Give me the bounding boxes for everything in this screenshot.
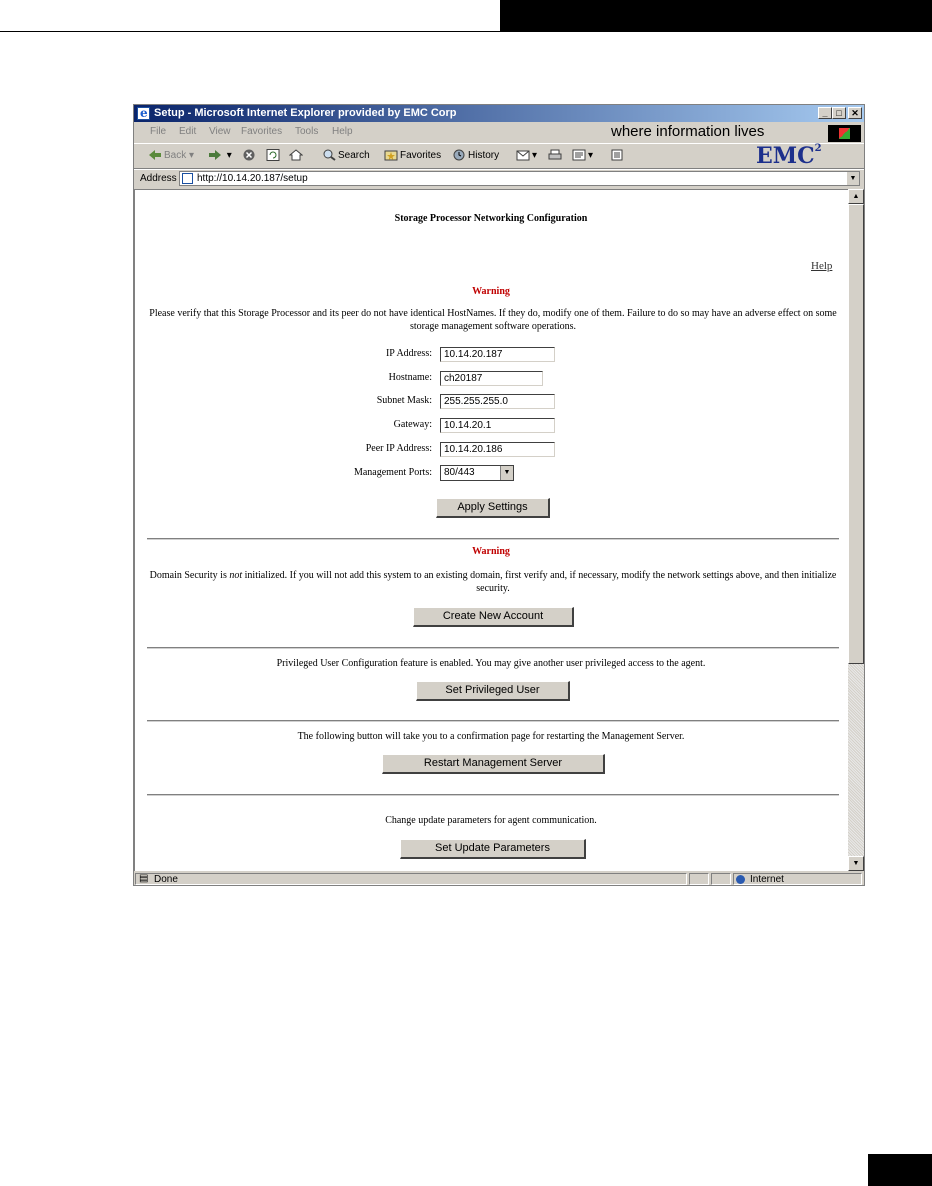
refresh-icon	[266, 149, 280, 161]
address-label: Address	[140, 173, 177, 184]
menu-file[interactable]: File	[150, 126, 167, 137]
scroll-up-icon[interactable]: ▲	[848, 189, 864, 204]
status-cell	[689, 873, 709, 885]
peer-ip-input[interactable]: 10.14.20.186	[440, 442, 555, 457]
search-label: Search	[338, 150, 370, 161]
hostname-input[interactable]: ch20187	[440, 371, 543, 386]
scroll-down-icon[interactable]: ▼	[848, 856, 864, 871]
home-button[interactable]	[289, 147, 305, 165]
mail-icon	[516, 149, 530, 161]
warning-text-1: Please verify that this Storage Processor and its peer do not have identical HostNames. If they do, modify one of them. Failure to do so may have an adverse effect on some storage management software operations.	[149, 308, 837, 332]
forward-button[interactable]: ▾	[208, 147, 232, 165]
ip-address-input[interactable]: 10.14.20.187	[440, 347, 555, 362]
chevron-down-icon[interactable]: ▼	[500, 466, 513, 480]
back-arrow-icon	[148, 149, 162, 161]
warning-heading-2: Warning	[472, 546, 510, 557]
apply-settings-button[interactable]: Apply Settings	[436, 498, 550, 518]
edit-button[interactable]: ▾	[572, 147, 593, 165]
address-url: http://10.14.20.187/setup	[197, 173, 308, 184]
menu-view[interactable]: View	[209, 126, 231, 137]
status-zone-cell	[733, 873, 862, 885]
internet-globe-icon	[736, 875, 745, 884]
brand-slogan: where information lives	[611, 123, 765, 140]
toolbar	[134, 144, 864, 169]
management-ports-label: Management Ports:	[353, 467, 432, 478]
divider	[147, 720, 839, 722]
page-title: Storage Processor Networking Configuration	[394, 213, 588, 224]
divider	[147, 794, 839, 796]
home-icon	[289, 149, 303, 161]
page-viewport	[134, 189, 848, 871]
discuss-icon	[610, 149, 624, 161]
print-icon	[548, 149, 562, 161]
set-privileged-user-button[interactable]: Set Privileged User	[416, 681, 570, 701]
back-button[interactable]: Back ▾	[148, 147, 194, 165]
hostname-label: Hostname:	[388, 372, 432, 383]
address-dropdown-icon[interactable]: ▼	[846, 172, 859, 185]
status-cell	[711, 873, 731, 885]
divider	[147, 538, 839, 540]
stop-button[interactable]	[242, 147, 258, 165]
page-icon	[182, 173, 193, 184]
restart-management-server-button[interactable]: Restart Management Server	[382, 754, 605, 774]
menu-edit[interactable]: Edit	[179, 126, 197, 137]
menu-bar	[134, 123, 864, 144]
status-bar	[134, 872, 864, 886]
browser-window	[133, 104, 865, 886]
warning-text-2-emphasis: not	[229, 570, 243, 581]
privileged-user-text: Privileged User Configuration feature is enabled. You may give another user privileged access to the agent.	[276, 658, 706, 669]
page-header-bar	[500, 0, 932, 32]
warning-text-2-part-b: initialized. If you will not add this system to an existing domain, first verify and, if necessary, modify the network settings above, and then initialize security.	[242, 570, 837, 594]
scrollbar-thumb[interactable]	[848, 204, 864, 664]
title-bar	[134, 105, 864, 122]
menu-favorites[interactable]: Favorites	[241, 126, 283, 137]
restart-text: The following button will take you to a confirmation page for restarting the Management Server.	[297, 731, 685, 742]
history-icon	[452, 149, 466, 161]
divider	[147, 647, 839, 649]
history-button[interactable]	[452, 147, 499, 165]
warning-text-2-part-a: Domain Security is	[149, 570, 230, 581]
emc-logo	[756, 143, 822, 169]
gateway-input[interactable]: 10.14.20.1	[440, 418, 555, 433]
favorites-label: Favorites	[400, 150, 442, 161]
status-text-cell	[135, 873, 687, 885]
favorites-icon	[384, 149, 398, 161]
emc-logo-superscript: 2	[814, 142, 822, 154]
subnet-mask-input[interactable]: 255.255.255.0	[440, 394, 555, 409]
menu-help[interactable]: Help	[332, 126, 353, 137]
management-ports-select[interactable]	[440, 465, 514, 481]
stop-icon	[242, 149, 256, 161]
favorites-button[interactable]	[384, 147, 441, 165]
gateway-label: Gateway:	[393, 419, 432, 430]
print-button[interactable]	[548, 147, 564, 165]
status-text: Done	[154, 874, 178, 885]
discuss-button[interactable]	[610, 147, 626, 165]
page-top-rule	[0, 31, 500, 32]
help-link[interactable]: Help	[811, 260, 833, 272]
address-input[interactable]	[179, 171, 860, 186]
history-label: History	[468, 150, 500, 161]
edit-icon	[572, 149, 586, 161]
status-zone: Internet	[750, 874, 784, 885]
vertical-scrollbar[interactable]	[848, 189, 864, 871]
ip-address-label: IP Address:	[385, 348, 432, 359]
warning-heading-1: Warning	[472, 286, 510, 297]
emc-logo-text: EMC	[756, 143, 815, 169]
refresh-button[interactable]	[266, 147, 282, 165]
close-button[interactable]: ✕	[848, 107, 862, 119]
update-parameters-text: Change update parameters for agent communication.	[385, 815, 597, 826]
management-ports-value: 80/443	[444, 467, 475, 478]
warning-text-2	[147, 569, 839, 595]
maximize-button[interactable]: □	[832, 107, 846, 119]
menu-tools[interactable]: Tools	[295, 126, 319, 137]
back-label: Back	[164, 150, 187, 161]
peer-ip-label: Peer IP Address:	[365, 443, 432, 454]
page-corner-tab	[868, 1154, 932, 1186]
page-done-icon: ▤	[139, 873, 149, 884]
mail-button[interactable]: ▾	[516, 147, 537, 165]
create-new-account-button[interactable]: Create New Account	[413, 607, 574, 627]
forward-arrow-icon	[208, 149, 222, 161]
minimize-button[interactable]: _	[818, 107, 832, 119]
address-bar	[134, 169, 864, 189]
window-title: Setup - Microsoft Internet Explorer provided by EMC Corp	[154, 107, 457, 119]
ie-icon	[137, 107, 150, 120]
windows-logo-icon	[828, 125, 861, 142]
search-icon	[322, 149, 336, 161]
search-button[interactable]	[322, 147, 370, 165]
subnet-mask-label: Subnet Mask:	[376, 395, 432, 406]
set-update-parameters-button[interactable]: Set Update Parameters	[400, 839, 586, 859]
